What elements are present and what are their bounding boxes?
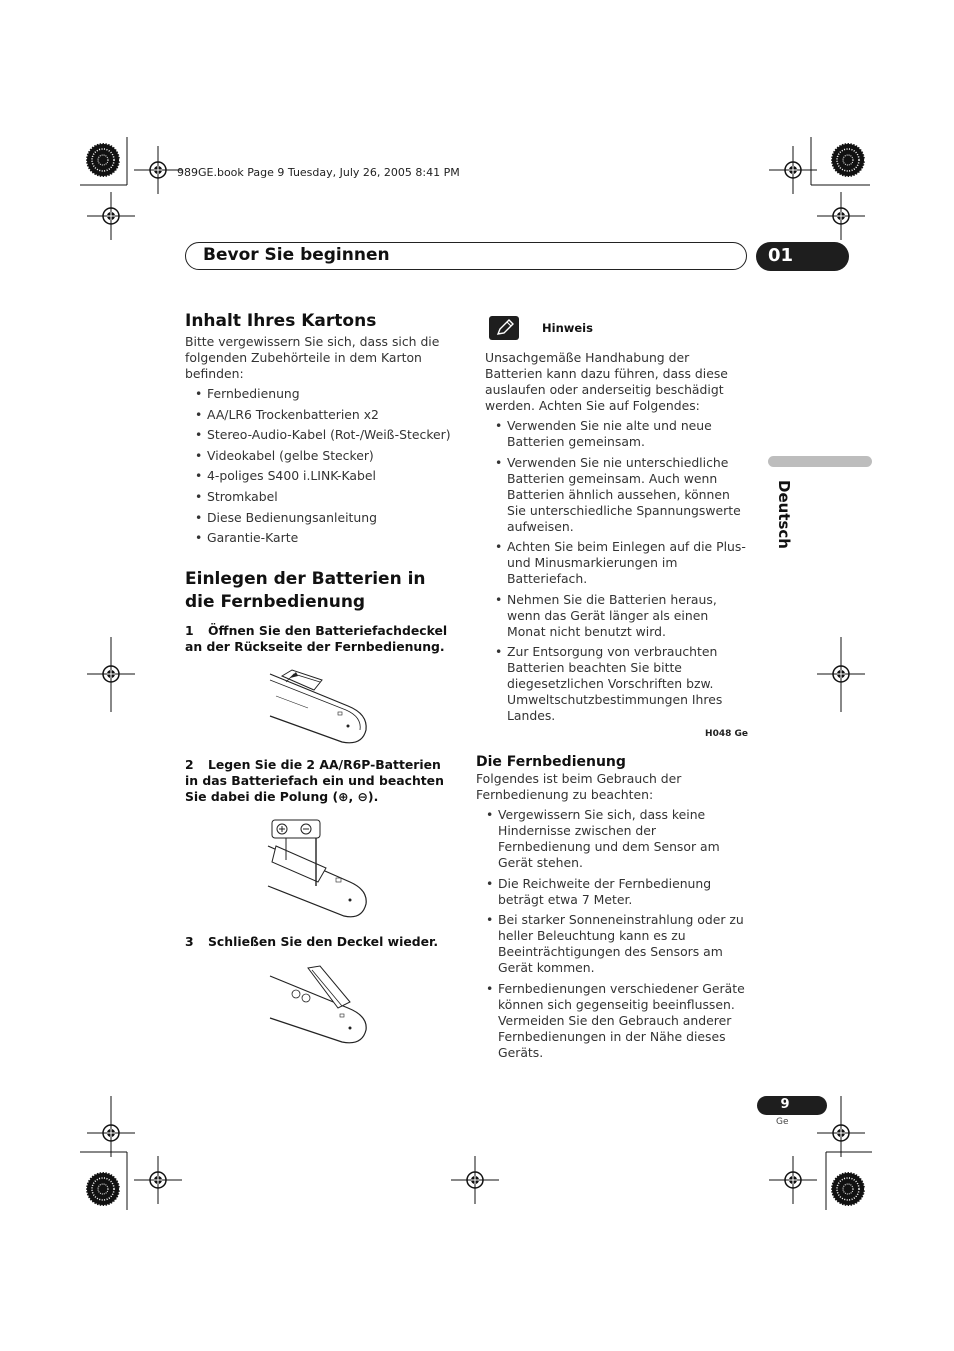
note-body: [485, 350, 748, 739]
page-number-badge: [757, 1096, 827, 1115]
remote-close-lid-illustration: [268, 964, 372, 1048]
list-item: • 4-poliges S400 i.LINK-Kabel: [185, 468, 455, 484]
step-number: 3: [185, 934, 194, 949]
note-header: [476, 316, 748, 340]
remote-section: [476, 753, 748, 1065]
section-heading-contents: Inhalt Ihres Kartons: [185, 311, 377, 331]
remote-open-lid-illustration: [268, 668, 372, 748]
list-item: • Verwenden Sie nie alte und neue Batterien gemeinsam.: [485, 418, 748, 450]
list-item: • Zur Entsorgung von verbrauchten Batterien beachten Sie bitte diegesetzlichen Vorschriften bzw. Umweltschutzbestimmungen Ihres Landes.: [485, 644, 748, 724]
note-code: H048 Ge: [705, 728, 748, 739]
remote-list: [476, 807, 748, 1061]
step-1: [185, 623, 453, 655]
list-item: • Bei starker Sonneneinstrahlung oder zu heller Beleuchtung kann es zu Beeinträchtigungen des Sensors am Gerät kommen.: [476, 912, 748, 976]
list-item: • Fernbedienung: [185, 386, 455, 402]
list-item: • Achten Sie beim Einlegen auf die Plus- und Minusmarkierungen im Batteriefach.: [485, 539, 748, 587]
page-language-code: Ge: [776, 1117, 789, 1127]
step-2: [185, 757, 453, 805]
language-tab: [765, 480, 797, 560]
list-item: • Stromkabel: [185, 489, 455, 505]
step-number: 1: [185, 623, 194, 638]
note-list: [485, 418, 748, 724]
step-text: Schließen Sie den Deckel wieder.: [208, 934, 439, 949]
battery-insertion-illustration: [266, 816, 372, 924]
list-item: • Stereo-Audio-Kabel (Rot-/Weiß-Stecker): [185, 427, 455, 443]
chapter-badge: [756, 242, 849, 271]
list-item: • Nehmen Sie die Batterien heraus, wenn das Gerät länger als einen Monat nicht benutzt wird.: [485, 592, 748, 640]
section-heading-batteries: Einlegen der Batterien in die Fernbedienung: [185, 569, 426, 612]
list-item: • Fernbedienungen verschiedener Geräte können sich gegenseitig beeinflussen. Vermeiden Sie den Gebrauch anderer Fernbedienungen in der Nähe dieses Geräts.: [476, 981, 748, 1061]
language-tab-bar: [768, 456, 872, 467]
note-intro: Unsachgemäße Handhabung der Batterien kann dazu führen, dass diese auslaufen oder anderseitig beschädigt werden. Achten Sie auf Folgendes:: [485, 350, 728, 413]
left-column: [185, 310, 455, 551]
step-text: Öffnen Sie den Batteriefachdeckel an der Rückseite der Fernbedienung.: [185, 623, 448, 654]
step-text: Legen Sie die 2 AA/R6P-Batterien in das Batteriefach ein und beachten Sie dabei die Polung (⊕, ⊖).: [185, 757, 444, 804]
list-item: • Vergewissern Sie sich, dass keine Hindernisse zwischen der Fernbedienung und dem Sensor am Gerät stehen.: [476, 807, 748, 871]
battery-section: [185, 568, 455, 614]
chapter-number: 01: [768, 245, 794, 266]
note-label: Hinweis: [542, 321, 593, 335]
header-bar: [185, 242, 747, 270]
print-info: 989GE.book Page 9 Tuesday, July 26, 2005 8:41 PM: [177, 166, 460, 179]
contents-intro: Bitte vergewissern Sie sich, dass sich die folgenden Zubehörteile in dem Karton befinden:: [185, 334, 440, 381]
remote-intro: Folgendes ist beim Gebrauch der Fernbedienung zu beachten:: [476, 771, 682, 802]
page-number: 9: [780, 1097, 790, 1112]
section-heading-remote: Die Fernbedienung: [476, 754, 626, 770]
step-3: [185, 934, 453, 950]
list-item: • Diese Bedienungsanleitung: [185, 510, 455, 526]
list-item: • Verwenden Sie nie unterschiedliche Batterien gemeinsam. Auch wenn Batterien ähnlich aussehen, können Sie unterschiedliche Spannungswerte aufweisen.: [485, 455, 748, 535]
list-item: • Die Reichweite der Fernbedienung beträgt etwa 7 Meter.: [476, 876, 748, 908]
right-column: [476, 316, 748, 739]
language-tab-label: Deutsch: [775, 480, 793, 549]
list-item: • Garantie-Karte: [185, 530, 455, 546]
contents-list: [185, 386, 455, 546]
pencil-note-icon: [489, 316, 519, 340]
list-item: • Videokabel (gelbe Stecker): [185, 448, 455, 464]
chapter-title: Bevor Sie beginnen: [203, 245, 390, 265]
step-number: 2: [185, 757, 194, 772]
list-item: • AA/LR6 Trockenbatterien x2: [185, 407, 455, 423]
